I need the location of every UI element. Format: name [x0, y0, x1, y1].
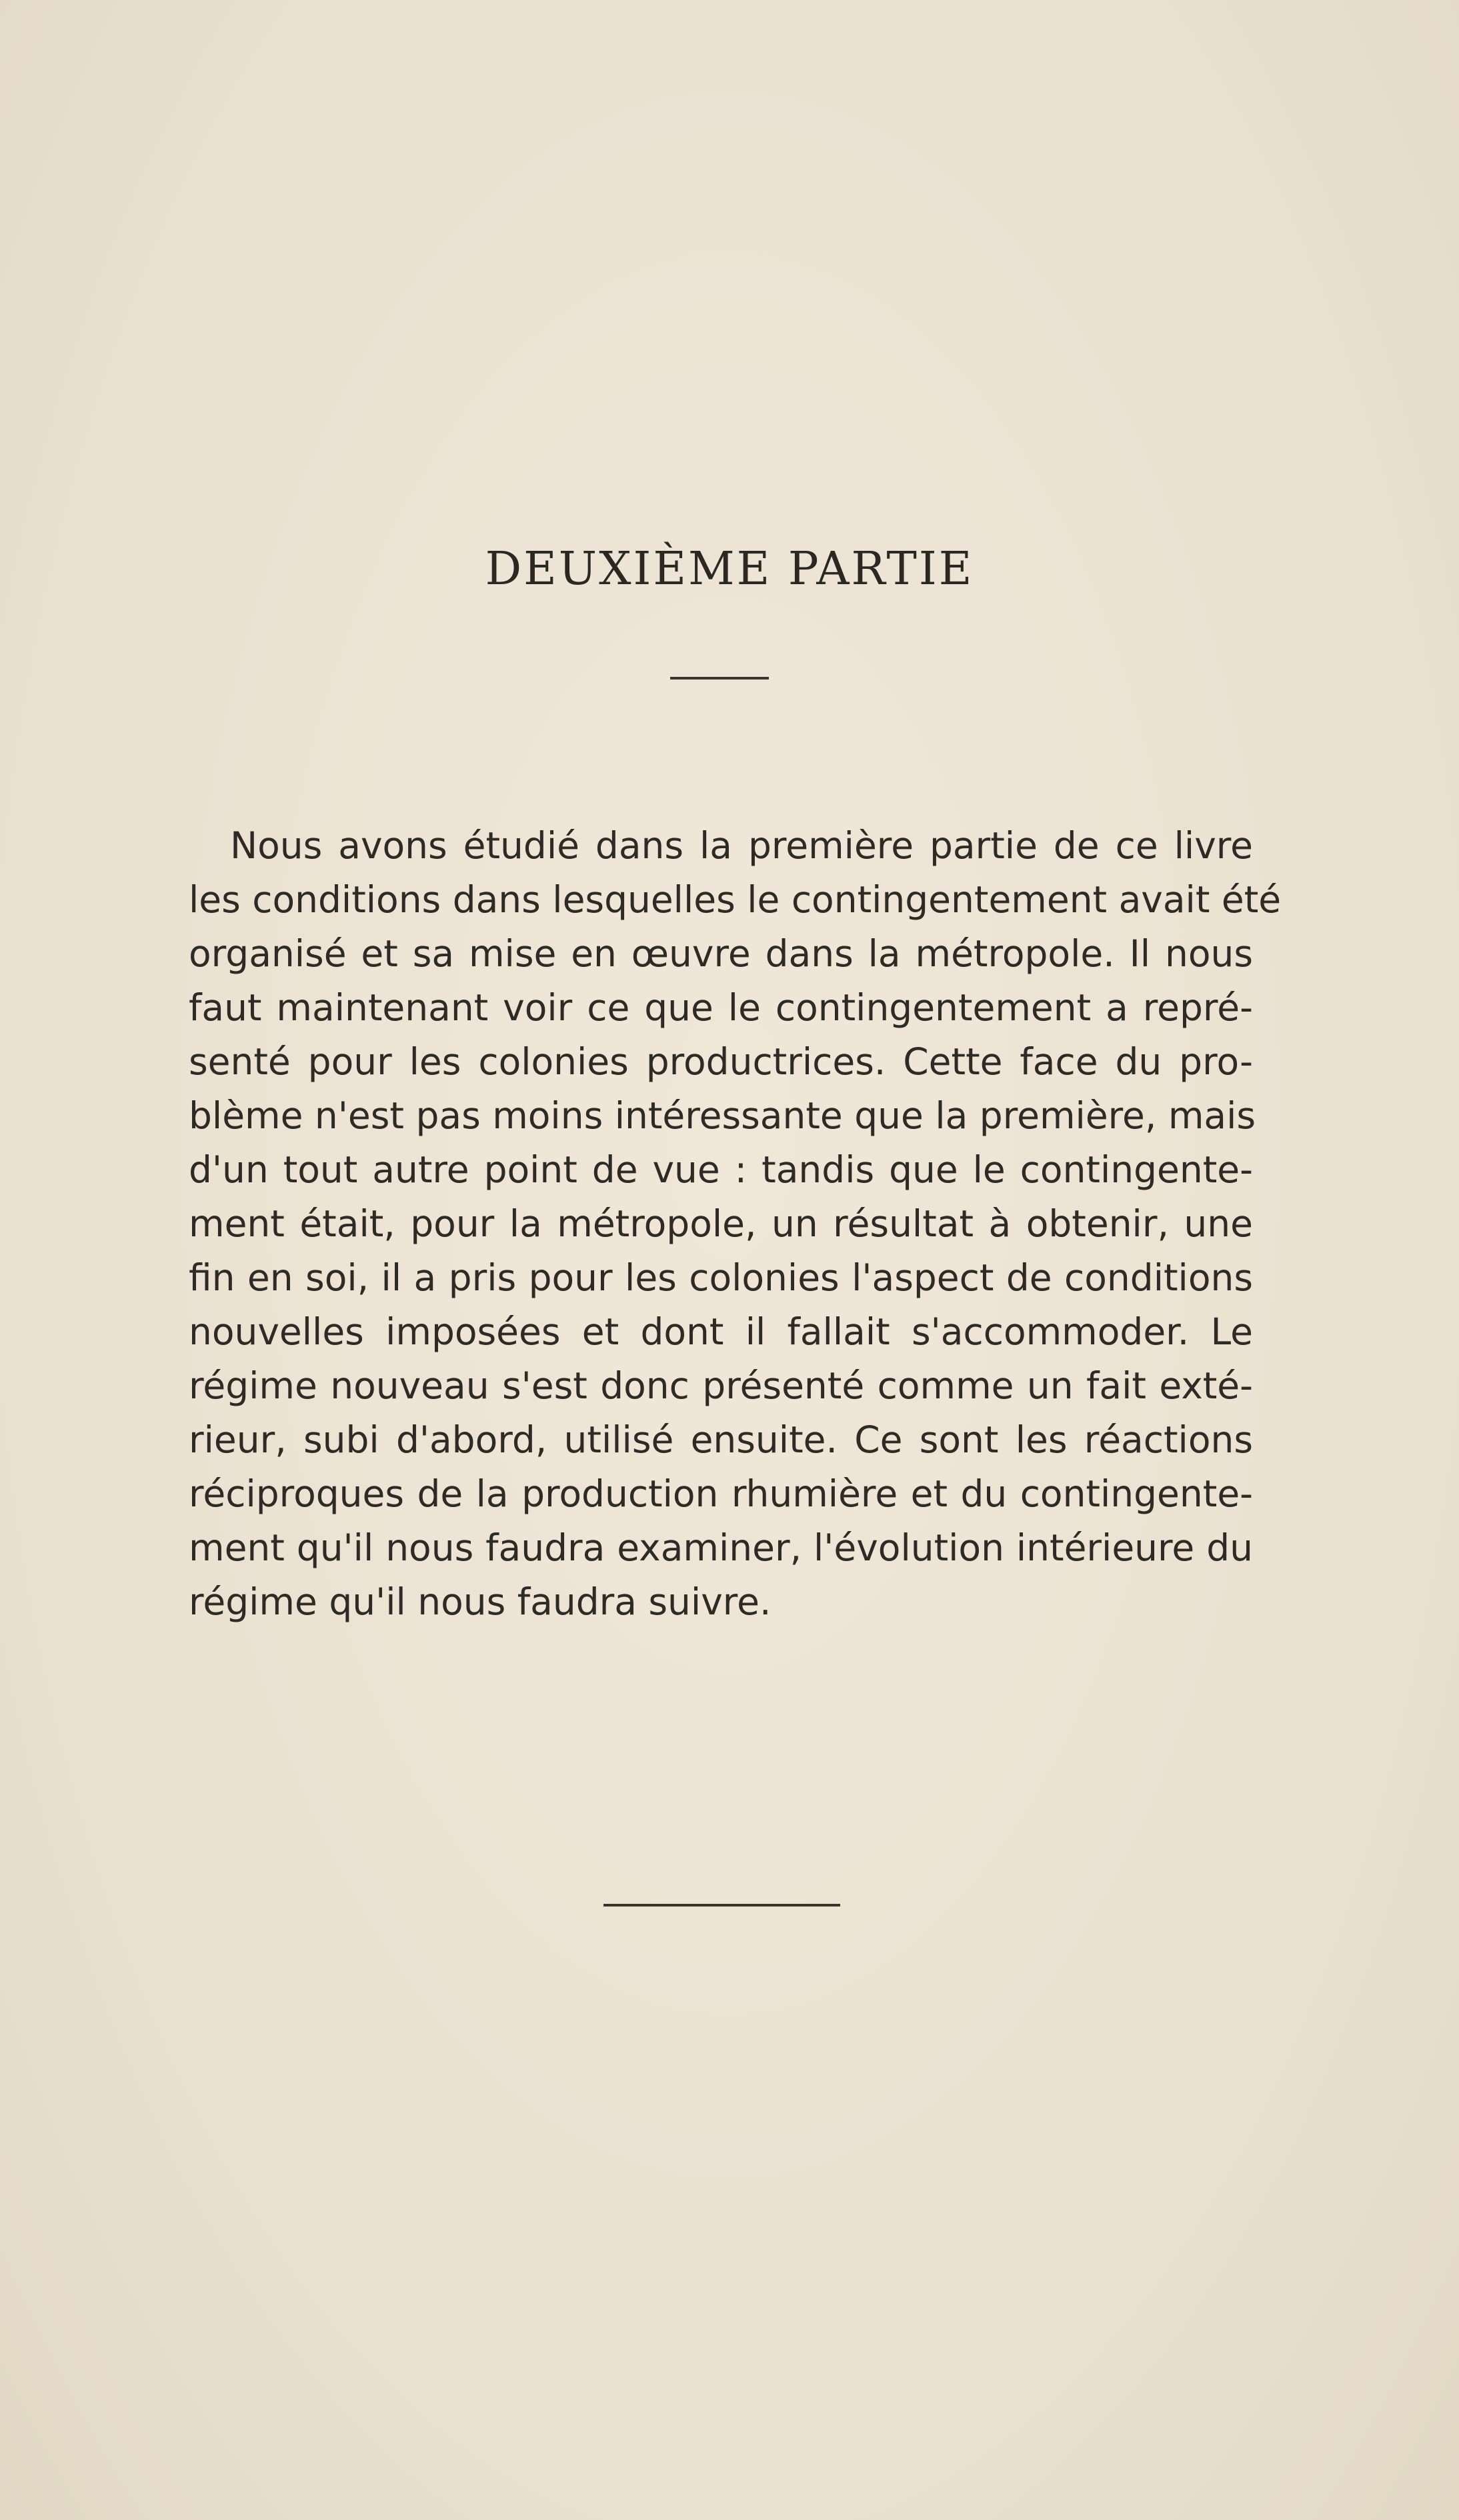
text-line: régime nouveau s'est donc présenté comme un fait exté-	[189, 1364, 1253, 1407]
part-title: DEUXIÈME PARTIE	[485, 543, 974, 595]
text-line: senté pour les colonies productrices. Cette face du pro-	[189, 1040, 1253, 1083]
text-line: blème n'est pas moins intéressante que la première, mais	[189, 1094, 1256, 1137]
text-line: nouvelles imposées et dont il fallait s'accommoder. Le	[189, 1310, 1253, 1353]
end-divider	[603, 1904, 840, 1907]
text-line: organisé et sa mise en œuvre dans la métropole. Il nous	[189, 932, 1253, 975]
title-divider	[670, 677, 769, 680]
text-line: rieur, subi d'abord, utilisé ensuite. Ce sont les réactions	[189, 1418, 1253, 1461]
text-line: Nous avons étudié dans la première partie de ce livre	[230, 824, 1253, 867]
text-line: faut maintenant voir ce que le contingentement a repré-	[189, 986, 1253, 1029]
text-line: d'un tout autre point de vue : tandis que le contingente-	[189, 1148, 1253, 1191]
text-line: réciproques de la production rhumière et du contingente-	[189, 1472, 1253, 1515]
text-line: fin en soi, il a pris pour les colonies l'aspect de conditions	[189, 1256, 1253, 1299]
text-line: ment était, pour la métropole, un résultat à obtenir, une	[189, 1202, 1253, 1245]
text-line: régime qu'il nous faudra suivre.	[189, 1580, 772, 1623]
body-paragraph	[189, 819, 1282, 1629]
text-line: ment qu'il nous faudra examiner, l'évolution intérieure du	[189, 1526, 1253, 1569]
text-line: les conditions dans lesquelles le contingentement avait été	[189, 878, 1282, 921]
